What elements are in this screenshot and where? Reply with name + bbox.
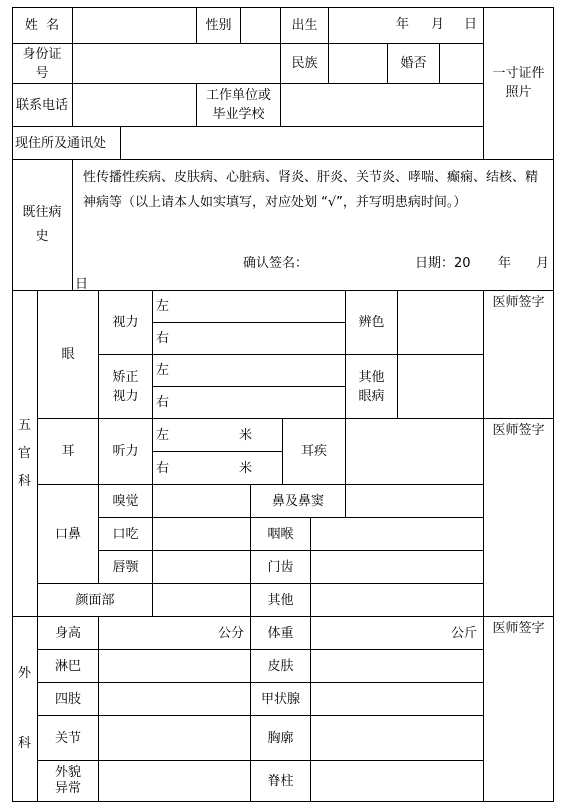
birth-label: [281, 7, 329, 44]
id-card-label: [12, 44, 73, 84]
face-label-text: 颜面部: [75, 592, 115, 608]
nose-sinus-label-text: 鼻及鼻窦: [271, 493, 324, 509]
id-card-field[interactable]: [73, 44, 281, 84]
history-confirm-sign: 确认签名：: [243, 256, 309, 271]
address-field[interactable]: [121, 127, 484, 160]
eye-doctor-sign[interactable]: [484, 291, 554, 419]
mouth-nose-label: [38, 485, 99, 584]
lymph-label-text: 淋巴: [54, 658, 81, 674]
surgery-section-label: [12, 617, 38, 802]
marital-label: [388, 44, 440, 84]
hearing-left-field[interactable]: [153, 419, 283, 452]
vision-right-label: 右: [156, 331, 170, 346]
facial-section-char-3: 科: [17, 473, 31, 489]
vision-label-text: 视力: [112, 315, 139, 330]
photo-label: 一寸证件照片: [492, 66, 545, 100]
surgery-section-char-1: 外: [17, 666, 31, 681]
vision-label: [99, 291, 153, 355]
surgery-section-char-2: 科: [17, 736, 31, 751]
hearing-right-meter: 米: [239, 460, 253, 476]
hearing-left-label: 左: [156, 427, 170, 443]
eye-label-text: 眼: [61, 347, 75, 362]
history-date-label: 日期：20: [415, 256, 471, 271]
facial-section-char-1: 五: [17, 417, 31, 433]
thyroid-label: [251, 683, 311, 716]
history-field[interactable]: [73, 160, 554, 291]
joints-label: [38, 716, 99, 761]
throat-label: [251, 518, 311, 551]
color-label-text: 辨色: [358, 315, 385, 330]
other-label-text: 其他: [267, 592, 294, 608]
hearing-left-meter: 米: [239, 427, 253, 443]
history-month-label: 月: [536, 256, 550, 271]
lip-palate-label: [99, 551, 153, 584]
name-label: [12, 7, 73, 44]
other-eye-label: [346, 355, 398, 419]
teeth-label: [251, 551, 311, 584]
height-field[interactable]: [99, 617, 251, 650]
vision-right-field[interactable]: [153, 323, 346, 355]
hearing-right-field[interactable]: [153, 452, 283, 485]
height-label: [38, 617, 99, 650]
stutter-label: [99, 518, 153, 551]
weight-unit: 公斤: [450, 625, 477, 641]
physical-exam-form: [12, 7, 554, 802]
birth-field[interactable]: [329, 7, 484, 44]
height-label-text: 身高: [54, 625, 81, 641]
address-label: [12, 127, 121, 160]
corrected-left-field[interactable]: [153, 355, 346, 387]
mouth-nose-label-text: 口鼻: [54, 526, 81, 542]
thorax-label-text: 胸廓: [267, 730, 294, 746]
color-field[interactable]: [398, 291, 484, 355]
other-field[interactable]: [311, 584, 484, 617]
ethnicity-label: [281, 44, 329, 84]
weight-field[interactable]: [311, 617, 484, 650]
facial-section-char-2: 官: [17, 445, 31, 461]
history-label-text: 既往病史: [22, 205, 62, 244]
history-text: 性传播性疾病、皮肤病、心脏病、肾炎、肝炎、关节炎、哮喘、癫痫、结核、精神病等（以上请本人如实填写，对应处划 “√”，并写明患病时间。）: [83, 170, 539, 210]
eye-doctor-sign-label: 医师签字: [492, 295, 545, 310]
appearance-label-text: 外貌异常: [54, 765, 81, 796]
hearing-right-label: 右: [156, 460, 170, 476]
weight-label-text: 体重: [267, 625, 294, 641]
contact-field[interactable]: [73, 84, 197, 127]
ear-label-text: 耳: [61, 444, 75, 459]
thorax-label: [251, 716, 311, 761]
skin-label: [251, 650, 311, 683]
other-eye-field[interactable]: [398, 355, 484, 419]
gender-label-text: 性别: [205, 17, 232, 33]
corrected-vision-label: [99, 355, 153, 419]
contact-label-text: 联系电话: [15, 97, 68, 113]
birth-month-label: 月: [431, 17, 445, 32]
workplace-label-text: 工作单位或毕业学校: [205, 88, 271, 122]
thorax-field[interactable]: [311, 716, 484, 761]
teeth-field[interactable]: [311, 551, 484, 584]
ear-label: [38, 419, 99, 485]
ear-disease-label-text: 耳疾: [300, 444, 327, 459]
nose-sinus-field[interactable]: [346, 485, 484, 518]
weight-label: [251, 617, 311, 650]
gender-label: [197, 7, 241, 44]
limbs-label: [38, 683, 99, 716]
surgery-doctor-sign[interactable]: [484, 617, 554, 802]
history-label: [12, 160, 73, 291]
teeth-label-text: 门齿: [267, 559, 294, 575]
history-year-label: 年: [498, 256, 512, 271]
thyroid-label-text: 甲状腺: [260, 691, 300, 707]
ear-disease-label: [283, 419, 346, 485]
workplace-field[interactable]: [281, 84, 484, 127]
contact-label: [12, 84, 73, 127]
marital-field[interactable]: [440, 44, 484, 84]
color-label: [346, 291, 398, 355]
spine-label: [251, 761, 311, 802]
hearing-label-text: 听力: [112, 444, 139, 459]
face-field[interactable]: [153, 584, 251, 617]
gender-field[interactable]: [241, 7, 281, 44]
skin-field[interactable]: [311, 650, 484, 683]
face-label: [38, 584, 153, 617]
height-unit: 公分: [217, 625, 244, 641]
hearing-label: [99, 419, 153, 485]
corrected-vision-label-text: 矫正视力: [112, 369, 139, 404]
name-label-text: 姓 名: [24, 17, 60, 33]
vision-left-label: 左: [156, 299, 170, 314]
limbs-label-text: 四肢: [54, 691, 81, 707]
smell-label: [99, 485, 153, 518]
surgery-doctor-sign-label: 医师签字: [492, 621, 545, 636]
lymph-field[interactable]: [99, 650, 251, 683]
ent-doctor-sign-label: 医师签字: [492, 423, 545, 438]
birth-year-label: 年: [396, 17, 410, 32]
smell-label-text: 嗅觉: [112, 493, 139, 509]
lip-palate-label-text: 唇颚: [112, 559, 139, 575]
workplace-label: [197, 84, 281, 127]
spine-label-text: 脊柱: [267, 773, 294, 789]
joints-label-text: 关节: [54, 730, 81, 746]
lip-palate-field[interactable]: [153, 551, 251, 584]
name-field[interactable]: [73, 7, 197, 44]
id-card-label-text: 身份证号: [22, 46, 62, 81]
lymph-label: [38, 650, 99, 683]
joints-field[interactable]: [99, 716, 251, 761]
nose-sinus-label: [251, 485, 346, 518]
history-day-label: 日: [75, 277, 89, 292]
spine-field[interactable]: [311, 761, 484, 802]
vision-left-field[interactable]: [153, 291, 346, 323]
ethnicity-label-text: 民族: [291, 56, 318, 71]
corrected-right-label: 右: [156, 395, 170, 410]
thyroid-field[interactable]: [311, 683, 484, 716]
corrected-left-label: 左: [156, 363, 170, 378]
marital-label-text: 婚否: [400, 56, 427, 71]
other-label: [251, 584, 311, 617]
appearance-field[interactable]: [99, 761, 251, 802]
facial-section-label: [12, 291, 38, 617]
address-label-text: 现住所及通讯处: [15, 135, 107, 151]
corrected-right-field[interactable]: [153, 387, 346, 419]
skin-label-text: 皮肤: [267, 658, 294, 674]
appearance-label: [38, 761, 99, 802]
throat-field[interactable]: [311, 518, 484, 551]
smell-field[interactable]: [153, 485, 251, 518]
ear-disease-field[interactable]: [346, 419, 484, 485]
stutter-label-text: 口吃: [112, 526, 139, 542]
limbs-field[interactable]: [99, 683, 251, 716]
photo-box[interactable]: [484, 7, 554, 160]
birth-day-label: 日: [464, 17, 478, 32]
stutter-field[interactable]: [153, 518, 251, 551]
throat-label-text: 咽喉: [267, 526, 294, 542]
other-eye-label-text: 其他眼病: [358, 369, 385, 404]
ethnicity-field[interactable]: [329, 44, 388, 84]
eye-label: [38, 291, 99, 419]
ent-doctor-sign[interactable]: [484, 419, 554, 617]
birth-label-text: 出生: [291, 17, 318, 33]
